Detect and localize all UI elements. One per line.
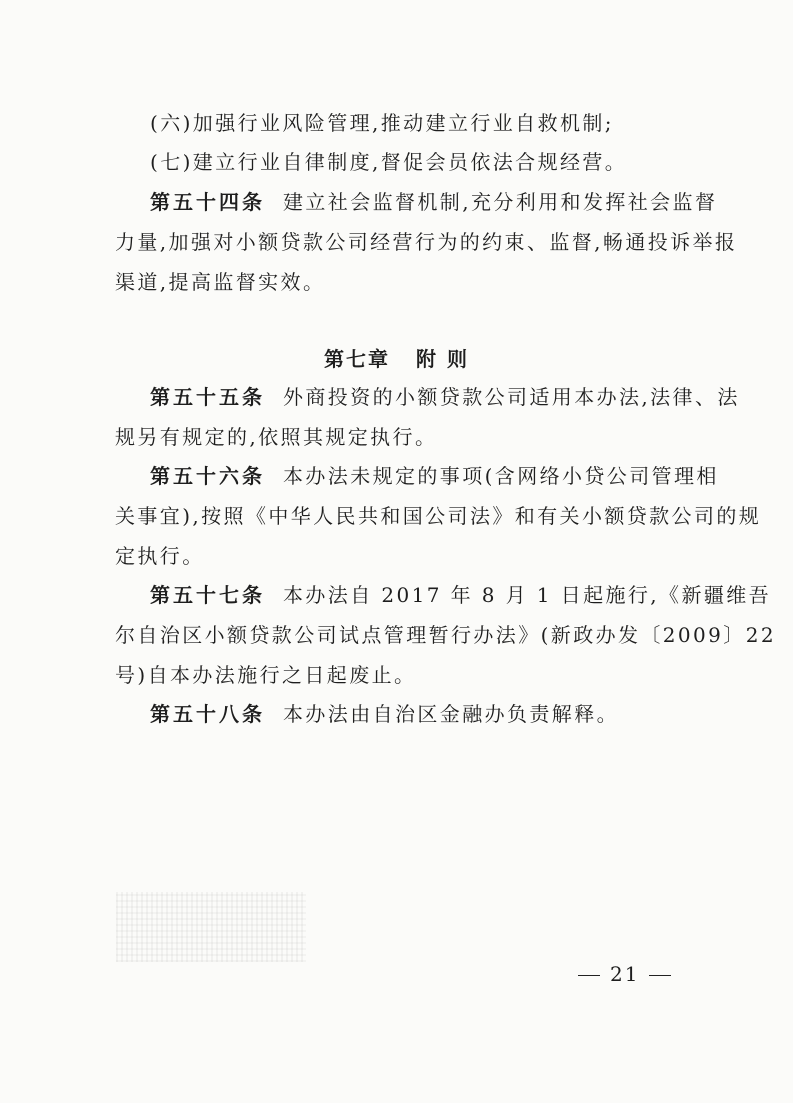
article-58-line-1 — [150, 699, 619, 729]
article-57-line-1 — [150, 580, 771, 610]
article-56-heading: 第五十六条 — [150, 464, 265, 488]
article-57-line-3: 号)自本办法施行之日起废止。 — [115, 663, 417, 687]
article-55-line-1 — [150, 382, 740, 412]
page-number-value: 21 — [610, 962, 640, 986]
chapter-title: 附 则 — [416, 347, 469, 371]
article-54-heading: 第五十四条 — [150, 190, 265, 214]
article-57-text: 本办法自 2017 年 8 月 1 日起施行,《新疆维吾 — [283, 583, 772, 607]
article-57-heading: 第五十七条 — [150, 583, 265, 607]
article-55-line-2: 规另有规定的,依照其规定执行。 — [115, 425, 438, 449]
article-56-line-2: 关事宜),按照《中华人民共和国公司法》和有关小额贷款公司的规 — [115, 504, 762, 528]
article-54-text: 建立社会监督机制,充分利用和发挥社会监督 — [283, 190, 718, 214]
article-54-line-3: 渠道,提高监督实效。 — [115, 270, 326, 294]
chapter-heading — [0, 343, 793, 372]
bleed-through-qr-code — [116, 892, 306, 962]
article-58-heading: 第五十八条 — [150, 702, 265, 726]
chapter-number: 第七章 — [324, 347, 391, 371]
article-54-line-1 — [150, 187, 717, 217]
clause-item-6: (六)加强行业风险管理,推动建立行业自救机制; — [150, 111, 614, 135]
article-56-line-3: 定执行。 — [115, 544, 205, 568]
article-55-heading: 第五十五条 — [150, 385, 265, 409]
article-55-text: 外商投资的小额贷款公司适用本办法,法律、法 — [283, 385, 740, 409]
article-57-line-2: 尔自治区小额贷款公司试点管理暂行办法》(新政办发〔2009〕22 — [115, 623, 776, 647]
article-56-line-1 — [150, 461, 719, 491]
clause-item-7: (七)建立行业自律制度,督促会员依法合规经营。 — [150, 150, 628, 174]
article-58-text: 本办法由自治区金融办负责解释。 — [283, 702, 619, 726]
page-number — [568, 962, 681, 986]
article-54-line-2: 力量,加强对小额贷款公司经营行为的约束、监督,畅通投诉举报 — [115, 230, 738, 254]
article-56-text: 本办法未规定的事项(含网络小贷公司管理相 — [283, 464, 719, 488]
